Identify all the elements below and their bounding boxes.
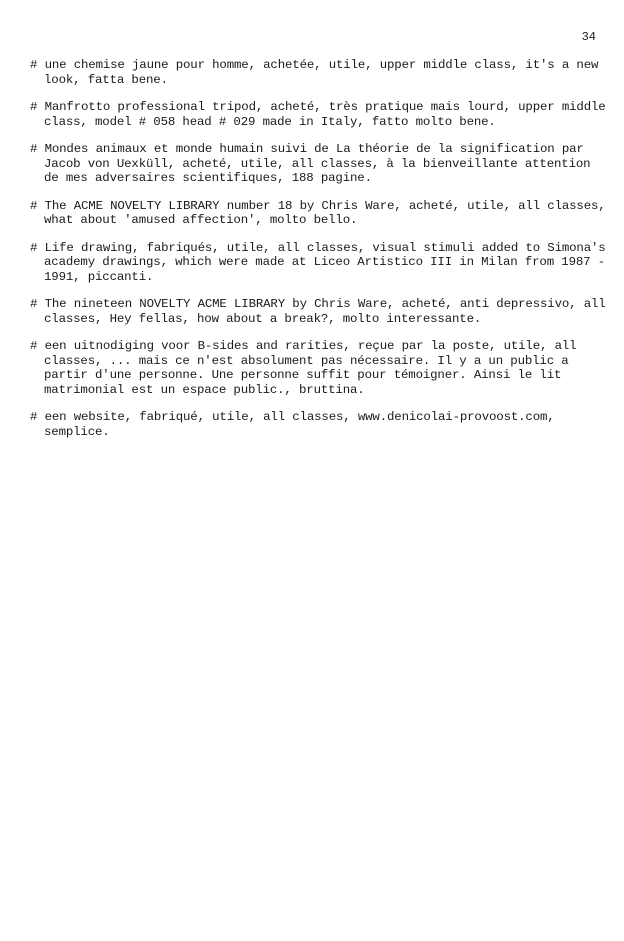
list-item: # The ACME NOVELTY LIBRARY number 18 by Chris Ware, acheté, utile, all classes, what about 'amused affection', molto bello. — [30, 198, 606, 227]
list-item: # een website, fabriqué, utile, all classes, www.denicolai-provoost.com, semplice. — [30, 410, 555, 439]
list-item: # Manfrotto professional tripod, acheté, très pratique mais lourd, upper middle class, model # 058 head # 029 made in Italy, fatto molto bene. — [30, 100, 606, 129]
list-item: # Life drawing, fabriqués, utile, all classes, visual stimuli added to Simona's academy drawings, which were made at Liceo Artistico III in Milan from 1987 - 1991, piccanti. — [30, 240, 606, 284]
list-item: # een uitnodiging voor B-sides and rarities, reçue par la poste, utile, all classes, ... mais ce n'est absolument pas nécessaire. Il y a un public a partir d'une personne. Une personne suffit pour témoigner. Ainsi le lit matrimonial est un espace public., bruttina. — [30, 339, 577, 397]
list-item: # une chemise jaune pour homme, achetée, utile, upper middle class, it's a new look, fatta bene. — [30, 58, 599, 87]
entry-list — [30, 58, 610, 452]
page-number: 34 — [581, 30, 596, 44]
list-item: # The nineteen NOVELTY ACME LIBRARY by Chris Ware, acheté, anti depressivo, all classes, Hey fellas, how about a break?, molto interessante. — [30, 297, 606, 326]
list-item: # Mondes animaux et monde humain suivi de La théorie de la signification par Jacob von Uexküll, acheté, utile, all classes, à la bienveillante attention de mes adversaires scientifiques, 188 pagine. — [30, 142, 591, 185]
